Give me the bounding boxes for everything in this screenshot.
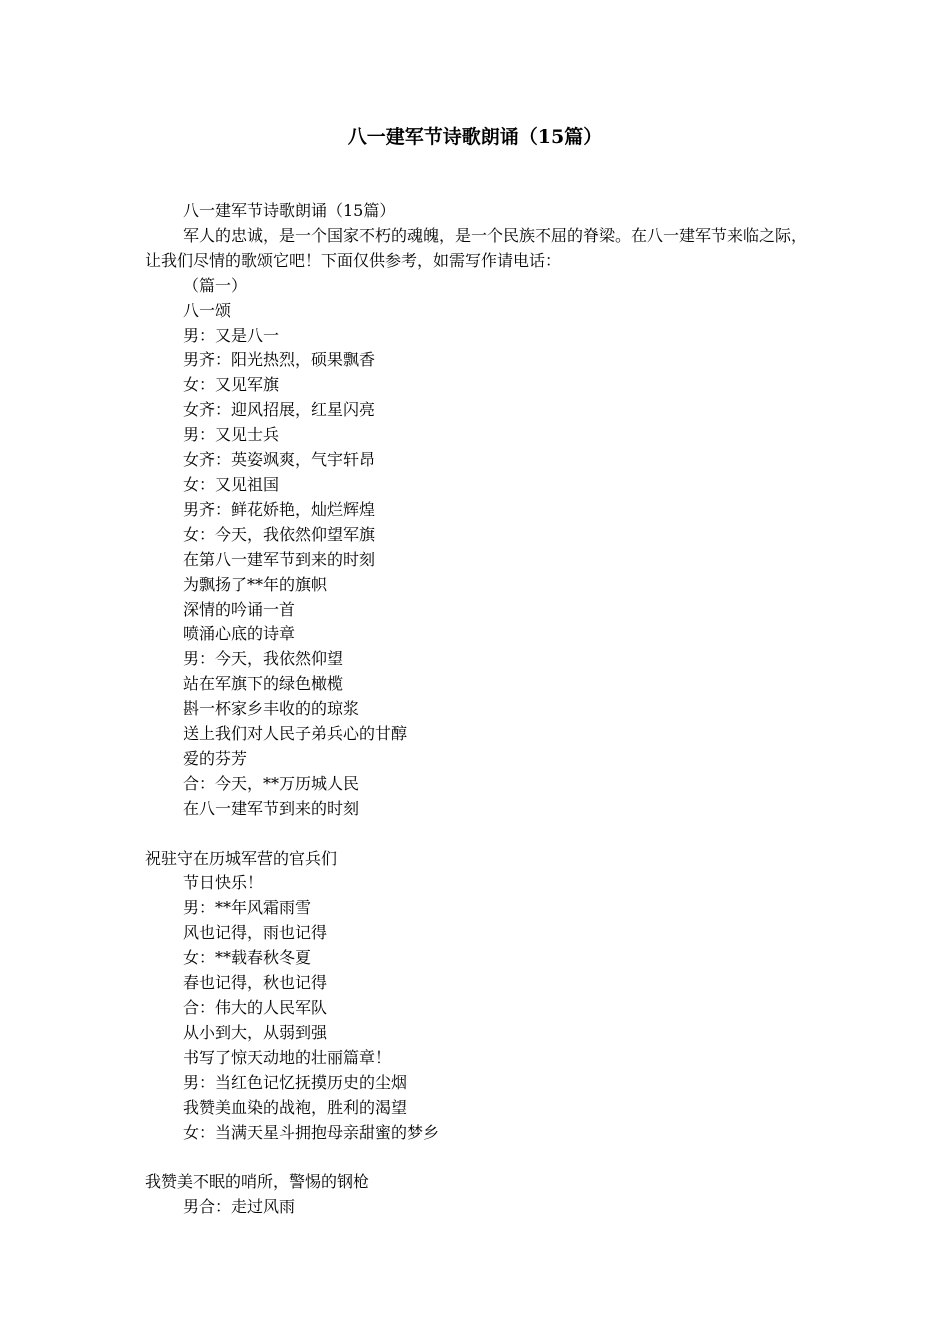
poem-line: 在八一建军节到来的时刻 (183, 798, 360, 818)
poem-line: 合：今天，**万历城人民 (183, 773, 360, 793)
poem-line: 女：今天，我依然仰望军旗 (183, 524, 376, 544)
poem-line: 节日快乐！ (183, 873, 264, 893)
poem-line: 男：**年风霜雨雪 (183, 898, 312, 918)
section-label: （篇一） (183, 275, 248, 295)
poem-line: 男合：走过风雨 (183, 1197, 296, 1217)
flush-line-1: 祝驻守在历城军营的官兵们 (145, 848, 338, 868)
poem-lines-part1 (145, 324, 810, 822)
poem-title: 八一颂 (183, 300, 232, 320)
poem-lines-part2 (145, 871, 810, 1145)
poem-line: 男：今天，我依然仰望 (183, 649, 344, 669)
document-body (145, 199, 810, 1220)
poem-line: 女：又见军旗 (183, 375, 280, 395)
poem-line: 男：当红色记忆抚摸历史的尘烟 (183, 1072, 408, 1092)
poem-line: 风也记得，雨也记得 (183, 923, 328, 943)
poem-line: 爱的芬芳 (183, 748, 248, 768)
poem-line: 站在军旗下的绿色橄榄 (183, 674, 344, 694)
poem-line: 女：**载春秋冬夏 (183, 948, 312, 968)
poem-line: 斟一杯家乡丰收的的琼浆 (183, 699, 360, 719)
poem-line: 男：又见士兵 (183, 425, 280, 445)
poem-line: 送上我们对人民子弟兵心的甘醇 (183, 724, 408, 744)
poem-line: 男：又是八一 (183, 325, 280, 345)
poem-line: 女齐：迎风招展，红星闪亮 (183, 400, 376, 420)
flush-line-2: 我赞美不眠的哨所，警惕的钢枪 (145, 1172, 370, 1192)
blank-line (145, 1145, 810, 1170)
poem-line: 为飘扬了**年的旗帜 (183, 574, 328, 594)
poem-line: 喷涌心底的诗章 (183, 624, 296, 644)
subtitle: 八一建军节诗歌朗诵（15篇） (183, 201, 396, 220)
poem-line: 合：伟大的人民军队 (183, 997, 328, 1017)
poem-line: 书写了惊天动地的壮丽篇章！ (183, 1047, 392, 1067)
poem-line: 春也记得，秋也记得 (183, 973, 328, 993)
poem-line: 女：又见祖国 (183, 474, 280, 494)
poem-line: 在第八一建军节到来的时刻 (183, 549, 376, 569)
poem-line: 从小到大，从弱到强 (183, 1022, 328, 1042)
poem-line: 我赞美血染的战袍，胜利的渴望 (183, 1097, 408, 1117)
intro-paragraph: 军人的忠诚，是一个国家不朽的魂魄，是一个民族不屈的脊梁。在八一建军节来临之际，让我们尽情的歌颂它吧！下面仅供参考，如需写作请电话： (145, 225, 808, 270)
poem-lines-part3 (145, 1195, 810, 1220)
poem-line: 男齐：鲜花娇艳，灿烂辉煌 (183, 499, 376, 519)
poem-line: 男齐：阳光热烈，硕果飘香 (183, 350, 376, 370)
poem-line: 深情的吟诵一首 (183, 599, 296, 619)
blank-line (145, 822, 810, 847)
poem-line: 女：当满天星斗拥抱母亲甜蜜的梦乡 (183, 1122, 440, 1142)
poem-line: 女齐：英姿飒爽，气宇轩昂 (183, 450, 376, 470)
document-title: 八一建军节诗歌朗诵（15篇） (347, 126, 603, 148)
